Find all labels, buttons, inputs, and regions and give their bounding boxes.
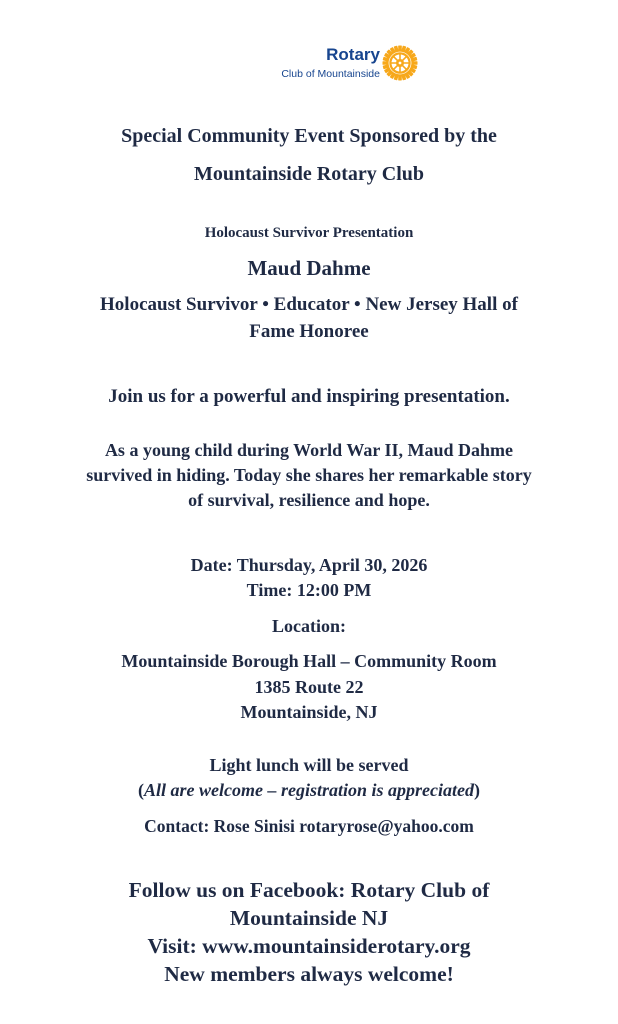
footer-line-4: New members always welcome! xyxy=(164,962,454,986)
logo-subtitle: Club of Mountainside xyxy=(281,68,380,80)
lunch-note xyxy=(0,780,618,801)
invite-text: Join us for a powerful and inspiring presentation. xyxy=(108,386,510,407)
rotary-logo xyxy=(0,44,618,88)
footer-line-2: Mountainside NJ xyxy=(229,906,389,930)
lunch-note-text: All are welcome – registration is appreciated xyxy=(144,780,474,800)
logo-text xyxy=(256,44,380,81)
location-label: Location: xyxy=(272,616,346,636)
venue-name: Mountainside Borough Hall – Community Room xyxy=(121,651,497,671)
header-line-1: Special Community Event Sponsored by the xyxy=(121,125,497,147)
rotary-wheel-icon xyxy=(382,45,418,81)
footer-website: Visit: www.mountainsiderotary.org xyxy=(147,934,471,958)
lunch-line: Light lunch will be served xyxy=(209,755,409,775)
header-line-2: Mountainside Rotary Club xyxy=(193,163,425,185)
footer-line-1: Follow us on Facebook: Rotary Club of xyxy=(128,878,490,902)
lunch-note-close-paren: ) xyxy=(473,780,480,800)
contact-line: Contact: Rose Sinisi rotaryrose@yahoo.com xyxy=(144,816,474,836)
venue-city: Mountainside, NJ xyxy=(240,702,378,722)
story-line-1: As a young child during World War II, Maud Dahme xyxy=(104,440,514,460)
story-line-2: survived in hiding. Today she shares her remarkable story xyxy=(86,465,532,485)
presentation-label: Holocaust Survivor Presentation xyxy=(204,225,414,241)
credentials-line-1: Holocaust Survivor • Educator • New Jersey Hall of xyxy=(100,294,518,315)
event-time: Time: 12:00 PM xyxy=(246,580,372,600)
lunch-note-open-paren: ( xyxy=(138,780,144,800)
speaker-name: Maud Dahme xyxy=(247,256,371,280)
story-line-3: of survival, resilience and hope. xyxy=(188,490,430,510)
venue-street: 1385 Route 22 xyxy=(254,677,364,697)
credentials-line-2: Fame Honoree xyxy=(249,321,369,342)
logo-wordmark: Rotary xyxy=(326,45,380,64)
event-date: Date: Thursday, April 30, 2026 xyxy=(190,555,428,575)
